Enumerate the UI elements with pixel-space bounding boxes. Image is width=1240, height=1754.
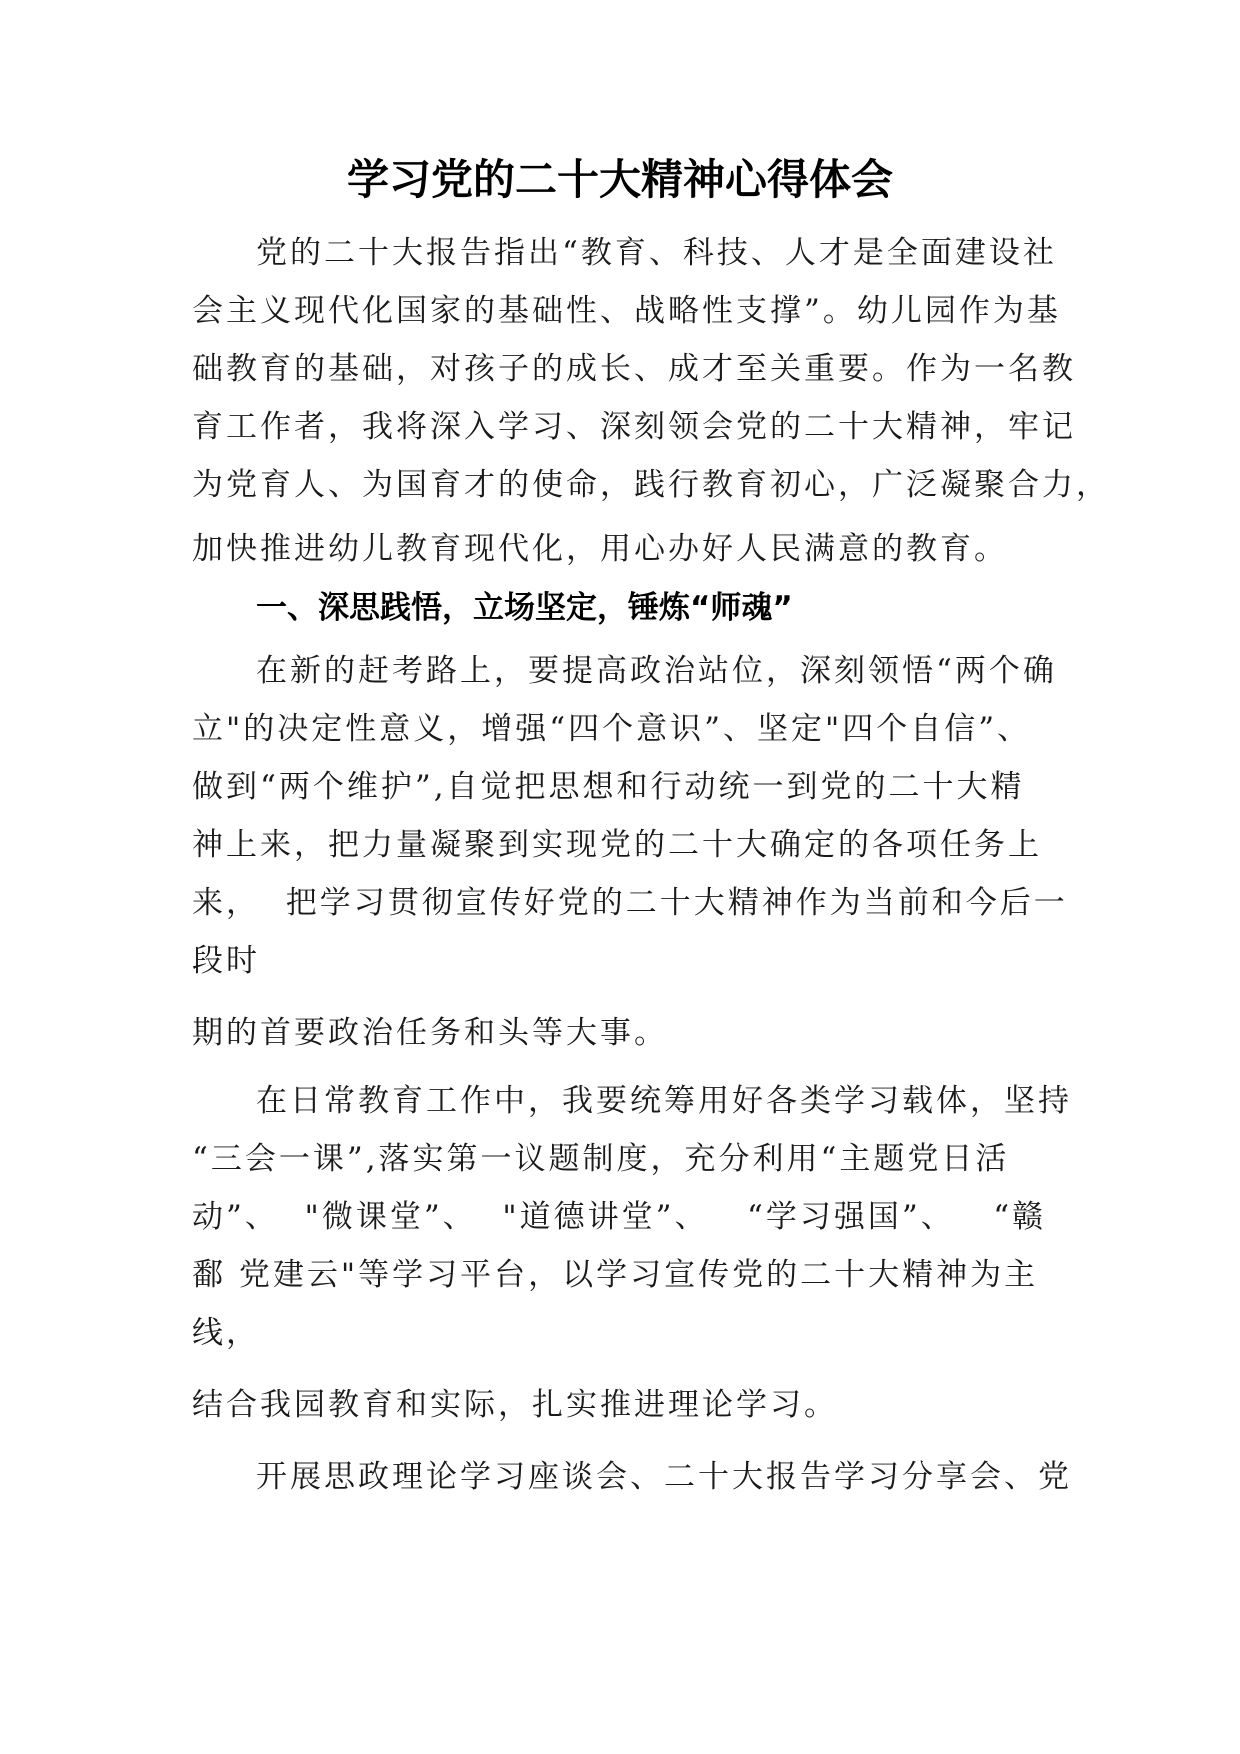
paragraph-3-line-4: 鄱 党建云"等学习平台，以学习宣传党的二十大精神为主 xyxy=(192,1257,1039,1293)
paragraph-1-line-4: 育工作者，我将深入学习、深刻领会党的二十大精神，牢记 xyxy=(192,409,1076,445)
page-title: 学习党的二十大精神心得体会 xyxy=(346,155,893,204)
paragraph-3-line-2: “三会一课”,落实第一议题制度，充分利用“主题党日活 xyxy=(192,1141,1010,1177)
paragraph-2-line-2: 立"的决定性意义，增强“四个意识”、坚定"四个自信”、 xyxy=(192,711,1032,747)
paragraph-1-line-6: 加快推进幼儿教育现代化，用心办好人民满意的教育。 xyxy=(192,531,1008,567)
paragraph-3-line-1: 在日常教育工作中，我要统筹用好各类学习载体，坚持 xyxy=(256,1083,1072,1119)
paragraph-1-line-5: 为党育人、为国育才的使命，践行教育初心，广泛凝聚合力， xyxy=(192,467,1110,503)
paragraph-2-line-7: 期的首要政治任务和头等大事。 xyxy=(192,1015,668,1051)
paragraph-2-line-4: 神上来，把力量凝聚到实现党的二十大确定的各项任务上 xyxy=(192,827,1042,863)
paragraph-2-line-6: 段时 xyxy=(192,943,260,979)
paragraph-4-line-1: 开展思政理论学习座谈会、二十大报告学习分享会、党 xyxy=(256,1459,1072,1495)
section-heading-1: 一、深思践悟，立场坚定，锤炼“师魂” xyxy=(256,590,793,626)
paragraph-3-line-6: 结合我园教育和实际，扎实推进理论学习。 xyxy=(192,1387,838,1423)
paragraph-2-line-1: 在新的赶考路上，要提高政治站位，深刻领悟“两个确 xyxy=(256,653,1057,689)
paragraph-2-line-5: 来， 把学习贯彻宣传好党的二十大精神作为当前和今后一 xyxy=(192,885,1068,921)
paragraph-1-line-3: 础教育的基础，对孩子的成长、成才至关重要。作为一名教 xyxy=(192,351,1076,387)
paragraph-2-line-3: 做到“两个维护”,自觉把思想和行动统一到党的二十大精 xyxy=(192,769,1025,805)
paragraph-3-line-5: 线， xyxy=(192,1315,260,1351)
paragraph-3-line-3: 动”、 "微课堂”、 "道德讲堂”、 “学习强国”、 “赣 xyxy=(192,1199,1047,1235)
paragraph-1-line-2: 会主义现代化国家的基础性、战略性支撑”。幼儿园作为基 xyxy=(192,293,1061,329)
paragraph-1-line-1: 党的二十大报告指出“教育、科技、人才是全面建设社 xyxy=(256,235,1057,271)
